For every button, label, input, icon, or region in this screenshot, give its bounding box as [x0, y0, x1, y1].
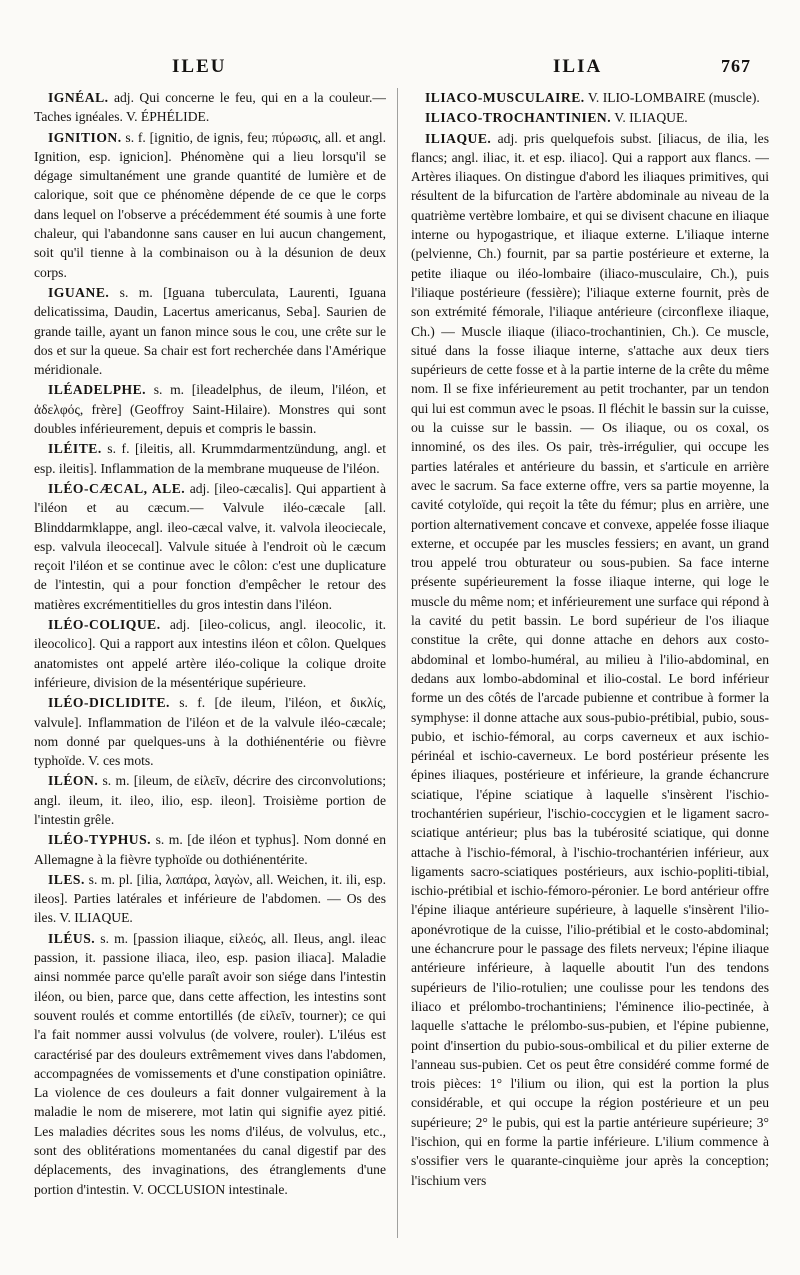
entry-headword: ILIACO-MUSCULAIRE.	[425, 90, 585, 105]
entry-headword: IGUANE.	[48, 284, 110, 300]
dictionary-entry	[34, 380, 386, 438]
right-column	[411, 88, 769, 1248]
dictionary-entry	[34, 615, 386, 692]
column-divider	[397, 88, 398, 1238]
entry-text: adj. Qui concerne le feu, qui en a la couleur.—Taches ignéales. V. ÉPHÉLIDE.	[34, 90, 386, 125]
dictionary-entry	[411, 88, 769, 107]
dictionary-entry	[34, 771, 386, 829]
entry-headword: ILIAQUE.	[425, 130, 492, 146]
entry-text: adj. [ileo-cæcalis]. Qui appartient à l'iléon et au cæcum.— Valvule iléo-cæcale [all. Blinddarmklappe, angl. ileo-cæcal valve, it. valvola ileociecale, esp. valvula ileocecal]. Valvule située à l'endroit où le cæcum reçoit l'iléon et se continue avec le côlon: c'est une duplicature de l'intestin, qui a pour fonction d'empêcher le retour des matières excrémentitielles du gros intestin dans l'iléon.	[34, 480, 386, 612]
dictionary-entry	[34, 128, 386, 282]
entry-headword: ILÉON.	[48, 773, 99, 789]
entry-headword: IGNITION.	[48, 129, 122, 145]
entry-headword: IGNÉAL.	[48, 90, 109, 105]
dictionary-entry	[34, 439, 386, 478]
entry-text: s. m. [ileum, de εἰλεῖν, décrire des circonvolutions; angl. ileum, it. ileo, ilio, esp. ileon]. Troisième portion de l'intestin grêle.	[34, 773, 386, 827]
entry-text: s. f. [ileitis, all. Krummdarmentzündung, angl. et esp. ileitis]. Inflammation de la membrane muqueuse de l'iléon.	[34, 441, 386, 476]
entry-text: adj. [ileo-colicus, angl. ileocolic, it. ileocolico]. Qui a rapport aux intestins iléon et côlon. Quelques anatomistes ont appelé artère iléo-colique la colique droite inférieure, division de la mésentérique supérieure.	[34, 617, 386, 690]
dictionary-entry	[34, 479, 386, 614]
entry-text: s. m. [Iguana tuberculata, Laurenti, Iguana delicatissima, Daudin, Lacertus americanus, Seba]. Saurien de grande taille, ayant un fanon mince sous le cou, une crête sur le dos et sur la queue. Sa chair est fort recherchée dans l'Amérique méridionale.	[34, 284, 386, 378]
entry-text: s. f. [de ileum, l'iléon, et δικλίς, valvule]. Inflammation de l'iléon et de la valvule iléo-cæcale; nom donné par quelques-uns à la dothiénentérie ou fièvre typhoïde. V. ces mots.	[34, 695, 386, 769]
page-number: 767	[721, 56, 751, 76]
dictionary-entry	[34, 830, 386, 869]
running-header	[0, 50, 800, 84]
entry-headword: ILÉO-CÆCAL, ALE.	[48, 480, 186, 496]
dictionary-entry	[34, 88, 386, 127]
entry-text: V. ILIO-LOMBAIRE (muscle).	[584, 90, 760, 105]
entry-text: s. f. [ignitio, de ignis, feu; πύρωσις, all. et angl. Ignition, esp. ignicion]. Phénomène qui a lieu lorsqu'il se dégage simultanément une grande quantité de lumière et de calorique, soit que ce phénomène dépende de ce que le corps dans lequel on l'observe a précédemment été soumis à une forte chaleur, qui l'abandonne sans causer en lui aucun changement, soit qu'il tienne à la combinaison ou à la désunion de deux corps.	[34, 129, 386, 280]
entry-text: s. m. [de iléon et typhus]. Nom donné en Allemagne à la fièvre typhoïde ou dothiénentérite.	[34, 832, 386, 867]
center-running-head: ILIA	[553, 56, 603, 77]
entry-headword: ILÉITE.	[48, 441, 102, 457]
entry-text: V. ILIAQUE.	[611, 110, 688, 126]
dictionary-entry	[411, 108, 769, 127]
entry-headword: ILÉUS.	[48, 930, 96, 946]
left-running-head: ILEU	[172, 56, 227, 77]
entry-text: s. m. [ileadelphus, de ileum, l'iléon, et ἀδελφός, frère] (Geoffroy Saint-Hilaire). Monstres qui sont doubles inférieurement, depuis et compris le bassin.	[34, 382, 386, 437]
dictionary-entry	[34, 929, 386, 1199]
entry-headword: ILÉO-COLIQUE.	[48, 617, 161, 633]
entry-headword: ILÉADELPHE.	[48, 382, 147, 398]
entry-headword: ILES.	[48, 871, 85, 887]
entry-headword: ILÉO-DICLIDITE.	[48, 695, 170, 711]
entry-text: s. m. [passion iliaque, εἰλεός, all. Ileus, angl. ileac passion, it. passione iliaca, ileo, esp. pasion iliaca]. Maladie ainsi nommée parce qu'elle paraît avoir son siége dans l'intestin iléon, ou bien, parce que, dans cette affection, les intestins sont souvent roulés et comme entortillés (de εἰλεῖν, tourner); ce qui l'a fait nommer aussi volvulus (de volvere, rouler). L'iléus est caractérisé par des douleurs extrêmement vives dans l'abdomen, accompagnées de vomissements et d'une constipation opiniâtre. La violence de ces douleurs a fait donner vulgairement à la maladie le nom de miserere, mot latin qui signifie ayez pitié. Les maladies décrites sous les noms d'iléus, de volvulus, etc., sont des oblitérations momentanées du canal digestif par des déplacements, des invaginations, des étranglements d'une portion d'intestin. V. OCCLUSION intestinale.	[34, 930, 386, 1197]
dictionary-entry	[34, 870, 386, 928]
dictionary-entry	[34, 693, 386, 770]
left-column	[34, 88, 386, 1248]
entry-headword: ILIACO-TROCHANTINIEN.	[425, 110, 612, 126]
dictionary-entry	[34, 283, 386, 379]
entry-headword: ILÉO-TYPHUS.	[48, 832, 152, 848]
entry-text: s. m. pl. [ilia, λαπάρα, λαγὼν, all. Weichen, it. ili, esp. ileos]. Parties latérales et inférieure de l'abdomen. — Os des iles. V. ILIAQUE.	[34, 871, 386, 926]
dictionary-entry	[411, 129, 769, 1190]
entry-text: adj. pris quelquefois subst. [iliacus, de ilia, les flancs; angl. iliac, it. et esp. iliaco]. Qui a rapport aux flancs. — Artères iliaques. On distingue d'abord les iliaques primitives, qui résultent de la bifurcation de l'artère abdominale au niveau de la quatrième vertèbre lombaire, et qui se divisent chacune en iliaque interne ou hypogastrique, et iliaque externe. L'iliaque interne (pelvienne, Ch.) fournit, par sa partie postérieure et externe, la petite iliaque ou iléo-lombaire (iliaco-musculaire, Ch.), puis l'iliaque postérieure (fessière); l'iliaque externe fournit, près de son extrémité fémorale, l'iliaque antérieure (circonflexe iliaque, Ch.) — Muscle iliaque (iliaco-trochantinien, Ch.). Ce muscle, situé dans la fosse iliaque interne, s'attache aux deux tiers supérieurs de cette fosse et à la partie interne de la crête du même nom. Il se fixe inférieurement au petit trochanter, par un tendon qui lui est commun avec le psoas. Il fléchit le bassin sur la cuisse, ou la cuisse sur le bassin. — Os iliaque, ou os coxal, os innominé, os des iles. Os pair, très-irrégulier, qui occupe les parties latérales et antérieure du bassin, et s'articule en arrière avec le sacrum. Sa face externe offre, vers sa partie moyenne, la cavité cotyloïde, qui reçoit la tête du fémur; plus en arrière, une portion alternativement concave et convexe, appelée fosse iliaque externe, et occupée par les muscles fessiers; en avant, un grand trou appelé trou obturateur ou sous-pubien. Sa face interne présente supérieurement la fosse iliaque interne, qui loge le muscle du même nom; et inférieurement une surface qui répond à la cavité du petit bassin. Le bord supérieur de l'os iliaque constitue la crête, qui donne attache en dehors aux costo-abdominal et lombo-huméral, au milieu à l'ilio-abdominal, en dedans aux lombo-abdominal et ilio-costal. Le bord inférieur forme un des côtés de l'arcade pubienne et contribue à former la symphyse: il donne attache aux sous-pubio-prétibial, pubio, sous-pubio, et ischio-fémoral, au corps caverneux et aux ischio-périnéal et ischio-caverneux. Le bord postérieur présente les épines iliaques, postérieure et inférieure, la grande échancrure sciatique, l'épine sciatique à laquelle s'insèrent l'ischio-trochantérien supérieur, l'ischio-coccygien et le ligament sacro-sciatique antérieur; plus bas la tubérosité sciatique, qui donne attache à l'ischio-fémoral, à l'ischio-trochantérien inférieur, aux ligaments sacro-sciatiques postérieurs, aux ischio-popliti-tibial, ischio-prétibial et ischio-fémoro-péronier. Le bord antérieur offre l'épine iliaque antérieure supérieure, à laquelle s'insèrent l'ilio-aponévrotique de la cuisse, l'ilio-prétibial et le costo-abdominal; une échancrure pour le passage des filets nerveux; l'épine iliaque antérieure inférieure, à laquelle aboutit l'un des tendons supérieurs de l'ilio-rotulien; une coulisse pour les tendons des iliaco et prélombo-trochantiniens; l'éminence ilio-pectinée, à laquelle s'attache le prélombo-sus-pubien, et l'épine pubienne, point d'insertion du pubio-sous-ombilical et du pilier externe de l'anneau sus-pubien. Cet os peut être considéré comme formé de trois pièces: 1° l'ilium ou ilion, qui est la portion la plus considérable, et qui occupe la région postérieure et un peu supérieure; 2° le pubis, qui est la partie antérieure supérieure; 3° l'ischion, qui en forme la partie inférieure. L'ilium commence à s'ossifier vers le quarante-cinquième jour après la conception; l'ischium vers	[411, 130, 769, 1188]
